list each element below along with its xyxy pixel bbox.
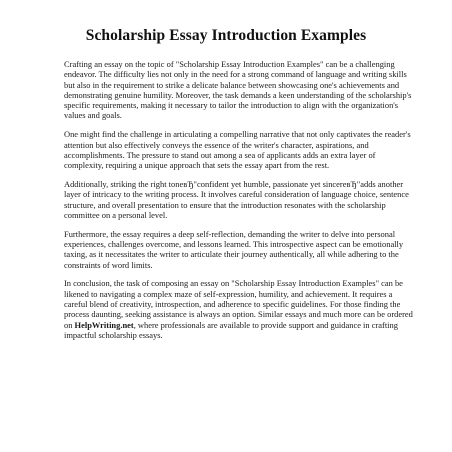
- conclusion-text-end: , where professionals are available to provide support and guidance in crafting impactful scholarship essays.: [64, 319, 398, 340]
- helpwriting-link-text: HelpWriting.net: [74, 319, 134, 330]
- page-title: Scholarship Essay Introduction Examples: [85, 27, 367, 44]
- paragraph-tone: Additionally, striking the right toneвЂ"confident yet humble, passionate yet sincereвЂ"adds another layer of intricacy to the writing process. It involves careful consideration of language choice, sentence structure, and overall presentation to ensure that the introduction resonates with the scholarship committee on a personal level.: [64, 178, 409, 220]
- paragraph-reflection: Furthermore, the essay requires a deep self-reflection, demanding the writer to delve into personal experiences, challenges overcome, and lessons learned. This introspective aspect can be emotionally taxing, as it necessitates the writer to articulate their journey authentically, all while adhering to the constraints of word limits.: [64, 228, 404, 270]
- essay-body: [64, 59, 414, 349]
- paragraph-intro: Crafting an essay on the topic of "Scholarship Essay Introduction Examples" can be a challenging endeavor. The difficulty lies not only in the need for a strong command of language and writing skills but also in the requirement to strike a delicate balance between showcasing one's achievements and demonstrating genuine humility. Moreover, the task demands a keen understanding of the scholarship's specific requirements, making it necessary to tailor the introduction to align with the organization's values and goals.: [64, 59, 412, 121]
- conclusion-text-start: In conclusion, the task of composing an essay on "Scholarship Essay Introduction Examples" can be likened to navigating a complex maze of self-expression, humility, and achievement. It requires a careful blend of creativity, introspection, and adherence to specific guidelines. For those finding the process daunting, seeking assistance is always an option. Similar essays and much more can be ordered on: [64, 278, 413, 330]
- paragraph-conclusion: [64, 278, 414, 340]
- paragraph-challenge: One might find the challenge in articulating a compelling narrative that not only captivates the reader's attention but also effectively conveys the essence of the writer's character, aspirations, and accomplishments. The pressure to stand out among a sea of applicants adds an extra layer of complexity, requiring a unique approach that sets the essay apart from the rest.: [64, 129, 411, 171]
